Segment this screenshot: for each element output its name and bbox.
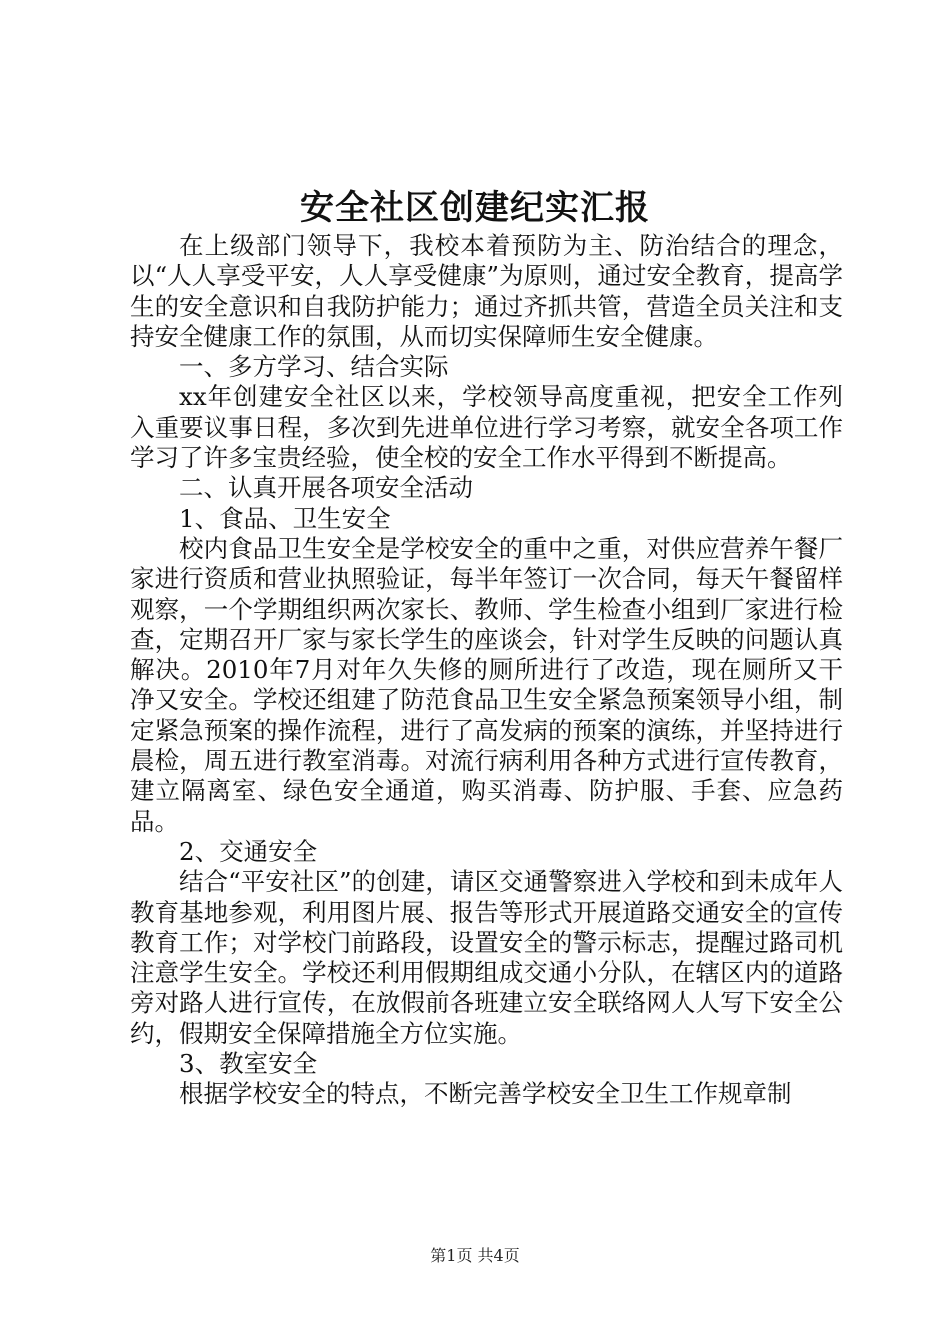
traffic-safety-paragraph: 结合“平安社区”的创建，请区交通警察进入学校和到未成年人教育基地参观，利用图片展、报告等形式开展道路交通安全的宣传教育工作；对学校门前路段，设置安全的警示标志，提醒过路司机注意学生安全。学校还利用假期组成交通小分队，在辖区内的道路旁对路人进行宣传，在放假前各班建立安全联络网人人写下安全公约，假期安全保障措施全方位实施。 [130, 867, 843, 1048]
food-safety-paragraph: 校内食品卫生安全是学校安全的重中之重，对供应营养午餐厂家进行资质和营业执照验证，每半年签订一次合同，每天午餐留样观察，一个学期组织两次家长、教师、学生检查小组到厂家进行检查，定期召开厂家与家长学生的座谈会，针对学生反映的问题认真解决。2010年7月对年久失修的厕所进行了改造，现在厕所又干净又安全。学校还组建了防范食品卫生安全紧急预案领导小组，制定紧急预案的操作流程，进行了高发病的预案的演练，并坚持进行晨检，周五进行教室消毒。对流行病利用各种方式进行宣传教育，建立隔离室、绿色安全通道，购买消毒、防护服、手套、应急药品。 [130, 533, 843, 836]
subsection-heading-traffic-safety: 2、交通安全 [179, 836, 318, 866]
page-number-footer: 第1页 共4页 [430, 1246, 520, 1265]
document-body [130, 231, 843, 1110]
classroom-safety-paragraph: 根据学校安全的特点，不断完善学校安全卫生工作规章制 [179, 1079, 792, 1109]
intro-paragraph: 在上级部门领导下，我校本着预防为主、防治结合的理念，以“人人享受平安，人人享受健康”为原则，通过安全教育，提高学生的安全意识和自我防护能力；通过齐抓共管，营造全员关注和支持安全健康工作的氛围，从而切实保障师生安全健康。 [130, 231, 843, 351]
subsection-heading-food-safety: 1、食品、卫生安全 [179, 503, 391, 533]
document-title: 安全社区创建纪实汇报 [300, 188, 650, 228]
section-heading-1: 一、多方学习、结合实际 [179, 352, 449, 382]
subsection-heading-classroom-safety: 3、教室安全 [179, 1049, 318, 1079]
section-heading-2: 二、认真开展各项安全活动 [179, 473, 473, 503]
section-1-paragraph: xx年创建安全社区以来，学校领导高度重视，把安全工作列入重要议事日程，多次到先进单位进行学习考察，就安全各项工作学习了许多宝贵经验，使全校的安全工作水平得到不断提高。 [130, 382, 843, 473]
